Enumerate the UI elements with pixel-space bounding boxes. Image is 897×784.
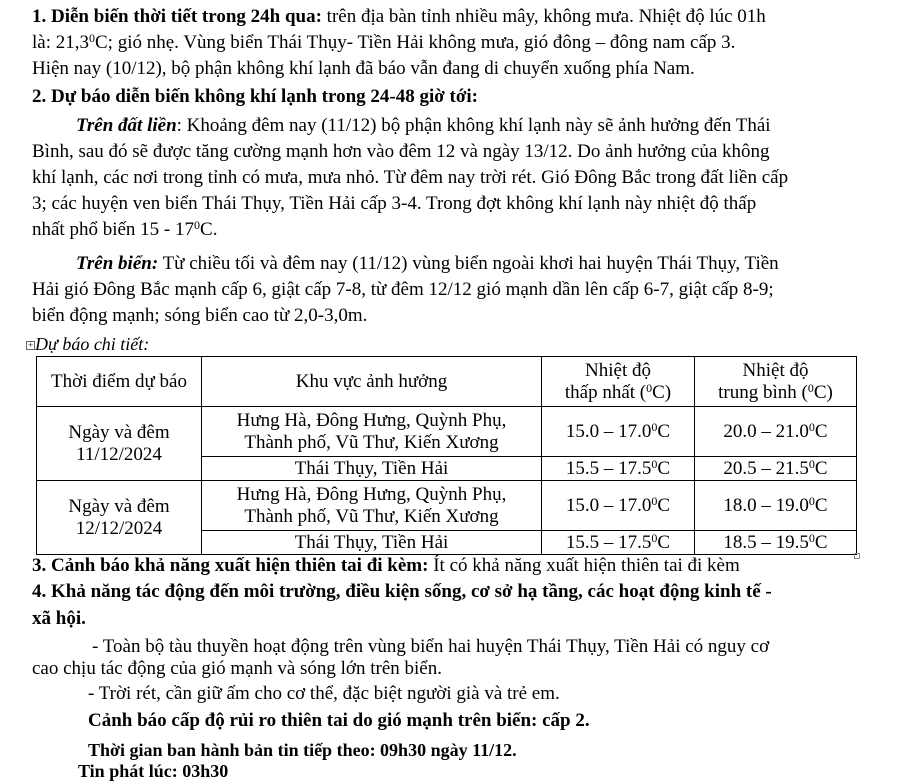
- table-resize-handle[interactable]: [854, 553, 860, 559]
- section-4-heading-line-2: xã hội.: [32, 608, 86, 629]
- area-cell: Hưng Hà, Đông Hưng, Quỳnh Phụ, Thành phố, Vũ Thư, Kiến Xương: [202, 407, 542, 457]
- forecast-table: [36, 356, 857, 555]
- sea-line-1: Trên biển: Từ chiều tối và đêm nay (11/12) vùng biển ngoài khơi hai huyện Thái Thụy, Tiền: [76, 253, 779, 274]
- header-min-temp: Nhiệt độ thấp nhất ($^0$C): [542, 357, 695, 407]
- table-row: [37, 481, 857, 531]
- section-1-line-3: Hiện nay (10/12), bộ phận không khí lạnh đã báo vẫn đang di chuyển xuống phía Nam.: [32, 58, 695, 79]
- header-area: Khu vực ảnh hưởng: [202, 357, 542, 407]
- header-avg-temp: Nhiệt độ trung bình ($^0$C): [695, 357, 857, 407]
- avg-temp-cell: 20.5 – 21.5$^0$C: [695, 457, 857, 481]
- avg-temp-cell: 20.0 – 21.0$^0$C: [695, 407, 857, 457]
- land-line-2: Bình, sau đó sẽ được tăng cường mạnh hơn vào đêm 12 và ngày 13/12. Do ảnh hưởng của không: [32, 141, 770, 162]
- min-temp-cell: 15.0 – 17.0$^0$C: [542, 481, 695, 531]
- land-label: Trên đất liền: [76, 115, 177, 136]
- day-cell: Ngày và đêm 12/12/2024: [37, 481, 202, 555]
- avg-temp-cell: 18.0 – 19.0$^0$C: [695, 481, 857, 531]
- min-temp-cell: 15.5 – 17.5$^0$C: [542, 531, 695, 555]
- day-cell: Ngày và đêm 11/12/2024: [37, 407, 202, 481]
- header-time: Thời điểm dự báo: [37, 357, 202, 407]
- area-cell: Hưng Hà, Đông Hưng, Quỳnh Phụ, Thành phố, Vũ Thư, Kiến Xương: [202, 481, 542, 531]
- section-3-line: 3. Cảnh báo khả năng xuất hiện thiên tai đi kèm: Ít có khả năng xuất hiện thiên tai đi kèm: [32, 555, 740, 576]
- avg-temp-cell: 18.5 – 19.5$^0$C: [695, 531, 857, 555]
- bullet-1-line-2: cao chịu tác động của gió mạnh và sóng lớn trên biển.: [32, 658, 442, 679]
- sea-line-2: Hải gió Đông Bắc mạnh cấp 6, giật cấp 7-8, từ đêm 12/12 gió mạnh dần lên cấp 6-7, giật cấp 8-9;: [32, 279, 774, 300]
- land-line-3: khí lạnh, các nơi trong tỉnh có mưa, mưa nhỏ. Từ đêm nay trời rét. Gió Đông Bắc trong đất liền cấp: [32, 167, 789, 188]
- area-cell: Thái Thụy, Tiền Hải: [202, 457, 542, 481]
- sea-label: Trên biển:: [76, 253, 159, 274]
- section-2-heading: 2. Dự báo diễn biến không khí lạnh trong 24-48 giờ tới:: [32, 86, 478, 107]
- bullet-1-line-1: - Toàn bộ tàu thuyền hoạt động trên vùng biển hai huyện Thái Thụy, Tiền Hải có nguy cơ: [92, 636, 770, 657]
- risk-warning: Cảnh báo cấp độ rủi ro thiên tai do gió mạnh trên biển: cấp 2.: [88, 710, 590, 731]
- land-line-5: nhất phổ biến $15 - 17^0C$.: [32, 218, 218, 240]
- issued-at: Tin phát lúc: 03h30: [78, 761, 229, 781]
- min-temp-cell: 15.5 – 17.5$^0$C: [542, 457, 695, 481]
- section-4-heading-line-1: 4. Khả năng tác động đến môi trường, điều kiện sống, cơ sở hạ tầng, các hoạt động kinh tế -: [32, 581, 772, 602]
- bullet-2: - Trời rét, cần giữ ấm cho cơ thể, đặc biệt người già và trẻ em.: [88, 683, 560, 704]
- table-header-row: [37, 357, 857, 407]
- min-temp-cell: 15.0 – 17.0$^0$C: [542, 407, 695, 457]
- land-line-1: Trên đất liền: Khoảng đêm nay (11/12) bộ phận không khí lạnh này sẽ ảnh hưởng đến Thái: [76, 115, 771, 136]
- land-line-4: 3; các huyện ven biển Thái Thụy, Tiền Hải cấp 3-4. Trong đợt không khí lạnh này nhiệt độ thấp: [32, 193, 757, 214]
- section-3-heading: 3. Cảnh báo khả năng xuất hiện thiên tai đi kèm:: [32, 555, 429, 576]
- section-1-heading: 1. Diễn biến thời tiết trong 24h qua:: [32, 6, 322, 27]
- detail-label: Dự báo chi tiết:: [35, 334, 150, 354]
- sea-line-3: biển động mạnh; sóng biển cao từ 2,0-3,0m.: [32, 305, 368, 326]
- area-cell: Thái Thụy, Tiền Hải: [202, 531, 542, 555]
- table-row: [37, 407, 857, 457]
- section-1-line-1: 1. Diễn biến thời tiết trong 24h qua: trên địa bàn tỉnh nhiều mây, không mưa. Nhiệt độ lúc 01h: [32, 6, 766, 27]
- next-issue-time: Thời gian ban hành bản tin tiếp theo: 09h30 ngày 11/12.: [88, 740, 517, 760]
- move-handle-icon[interactable]: +: [27, 341, 34, 349]
- section-1-line-2: là: 21,3$^0$C; gió nhẹ. Vùng biển Thái Thụy- Tiền Hải không mưa, gió đông – đông nam cấp 3.: [32, 31, 736, 53]
